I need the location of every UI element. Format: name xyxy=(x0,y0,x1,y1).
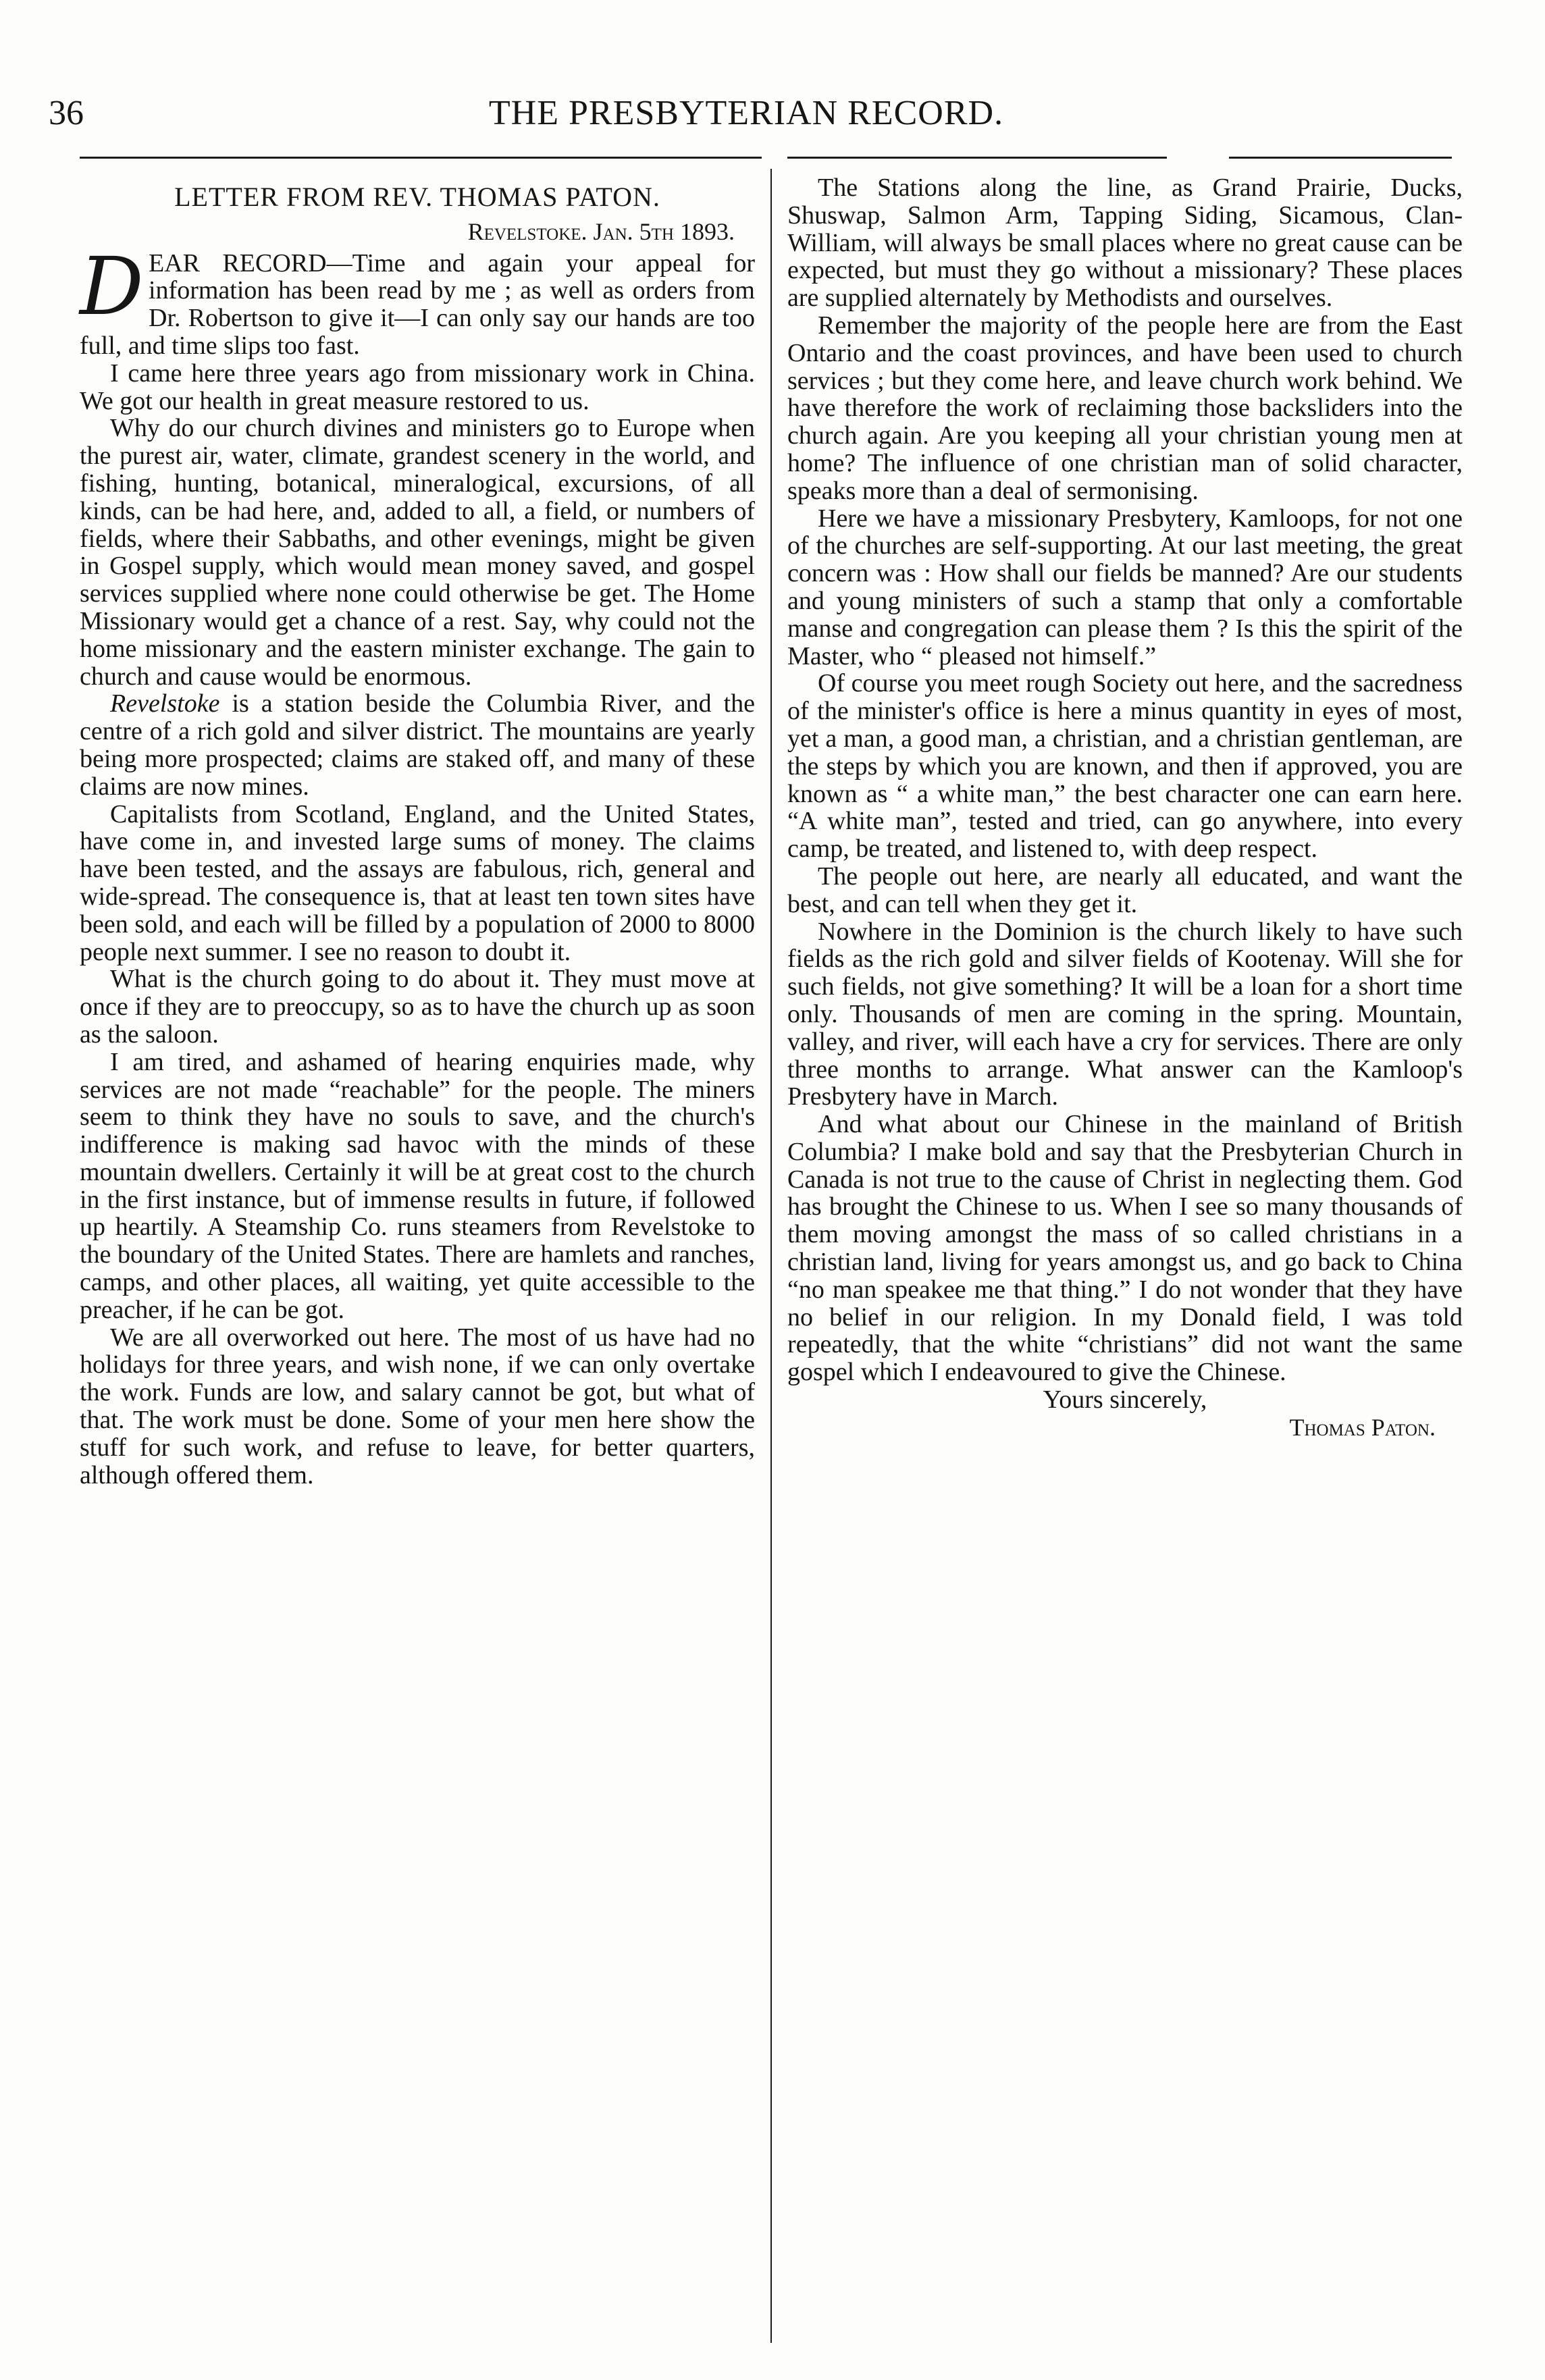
column-divider xyxy=(770,169,772,2343)
place-name: Revelstoke xyxy=(110,689,220,718)
dateline: Revelstoke. Jan. 5th 1893. xyxy=(467,217,735,245)
right-column xyxy=(787,174,1463,1442)
running-title: THE PRESBYTERIAN RECORD. xyxy=(488,94,1004,132)
paragraph-opening xyxy=(80,239,755,360)
paragraph: Of course you meet rough Society out here, and the sacredness of the minister's office is here a minus quantity in eyes of most, yet a man, a good man, a christian, and a christian gentleman, are the steps by which you are known, and then if approved, you are known as “ a white man,” the best character one can earn here. “A white man”, tested and tried, can go anywhere, into every camp, be treated, and listened to, with deep respect. xyxy=(787,669,1463,864)
paragraph: I am tired, and ashamed of hearing enquiries made, why services are not made “reachable” for the people. The miners seem to think they have no souls to save, and the church's indifference is making sad havoc with the minds of these mountain dwellers. Certainly it will be at great cost to the church in the first instance, but of immense results in future, if followed up heartily. A Steamship Co. runs steamers from Revelstoke to the boundary of the United States. There are hamlets and ranches, camps, and other places, all waiting, yet quite accessible to the preacher, if he can be got. xyxy=(80,1047,755,1324)
paragraph: And what about our Chinese in the mainland of British Columbia? I make bold and say that the Presbyterian Church in Canada is not true to the cause of Christ in neglecting them. God has brought the Chinese to us. When I see so many thousands of them moving amongst the mass of so called christians in a christian land, living for years amongst us, and go back to China “no man speakee me that thing.” I do not wonder that they have no belief in our religion. In my Donald field, I was told repeatedly, that the white “christians” did not want the same gospel which I endeavoured to give the Chinese. xyxy=(787,1110,1463,1387)
paragraph: The Stations along the line, as Grand Prairie, Ducks, Shuswap, Salmon Arm, Tapping Siding, Sicamous, Clan-William, will always be small places where no great cause can be expected, but must they go without a missionary? These places are supplied alternately by Methodists and ourselves. xyxy=(787,174,1463,313)
paragraph-revelstoke xyxy=(80,690,755,800)
closing: Yours sincerely, xyxy=(1043,1385,1207,1414)
drop-cap: D xyxy=(80,239,144,333)
header-rule-right-1 xyxy=(787,157,1167,159)
header-rule-right-2 xyxy=(1229,157,1452,159)
paragraph: Remember the majority of the people here are from the East Ontario and the coast provinces, and have been used to church services ; but they come here, and leave church work behind. We have therefore the work of reclaiming those backsliders into the church again. Are you keeping all your christian young men at home? The influence of one christian man of solid character, speaks more than a deal of sermonising. xyxy=(787,311,1463,505)
paragraph: We are all overworked out here. The most of us have had no holidays for three years, and wish none, if we can only overtake the work. Funds are low, and salary cannot be got, but what of that. The work must be done. Some of your men here show the stuff for such work, and refuse to leave, for better quarters, although offered them. xyxy=(80,1323,755,1489)
opening-text: EAR RECORD—Time and again your appeal for information has been read by me ; as well as orders from Dr. Robertson to give it—I can only say our hands are too full, and time slips too fast. xyxy=(80,248,755,360)
signature: Thomas Paton. xyxy=(1289,1413,1436,1441)
paragraph: Why do our church divines and ministers go to Europe when the purest air, water, climate, grandest scenery in the world, and fishing, hunting, botanical, mineralogical, excursions, of all kinds, can be had here, and, added to all, a field, or numbers of fields, where their Sabbaths, and other evenings, might be given in Gospel supply, which would mean money saved, and gospel services supplied where none could otherwise be get. The Home Missionary would get a chance of a rest. Say, why could not the home missionary and the eastern minister exchange. The gain to church and cause would be enormous. xyxy=(80,414,755,691)
paragraph: Capitalists from Scotland, England, and the United States, have come in, and invested large sums of money. The claims have been tested, and the assays are fabulous, rich, general and wide-spread. The consequence is, that at least ten town sites have been sold, and each will be filled by a population of 2000 to 8000 people next summer. I see no reason to doubt it. xyxy=(80,799,755,966)
page-number: 36 xyxy=(49,94,84,132)
left-column xyxy=(80,174,755,1489)
page-header xyxy=(49,86,1444,140)
paragraph: The people out here, are nearly all educated, and want the best, and can tell when they get it. xyxy=(787,862,1463,918)
paragraph: Nowhere in the Dominion is the church likely to have such fields as the rich gold and silver fields of Kootenay. Will she for such fields, not give something? It will be a loan for a short time only. Thousands of men are coming in the spring. Mountain, valley, and river, will each have a cry for services. There are only three months to arrange. What answer can the Kamloop's Presbytery have in March. xyxy=(787,917,1463,1111)
paragraph: Here we have a missionary Presbytery, Kamloops, for not one of the churches are self-supporting. At our last meeting, the great concern was : How shall our fields be manned? Are our students and young ministers of such a stamp that only a comfortable manse and congregation can please them ? Is this the spirit of the Master, who “ pleased not himself.” xyxy=(787,504,1463,670)
paragraph: What is the church going to do about it. They must move at once if they are to preoccupy, so as to have the church up as soon as the saloon. xyxy=(80,965,755,1049)
paragraph: I came here three years ago from missionary work in China. We got our health in great measure restored to us. xyxy=(80,359,755,415)
paragraph-text: is a station beside the Columbia River, and the centre of a rich gold and silver district. The mountains are yearly being more prospected; claims are staked off, and many of these claims are now mines. xyxy=(80,689,755,801)
header-rule-left xyxy=(80,157,762,159)
letter-title: LETTER FROM REV. THOMAS PATON. xyxy=(174,182,660,212)
